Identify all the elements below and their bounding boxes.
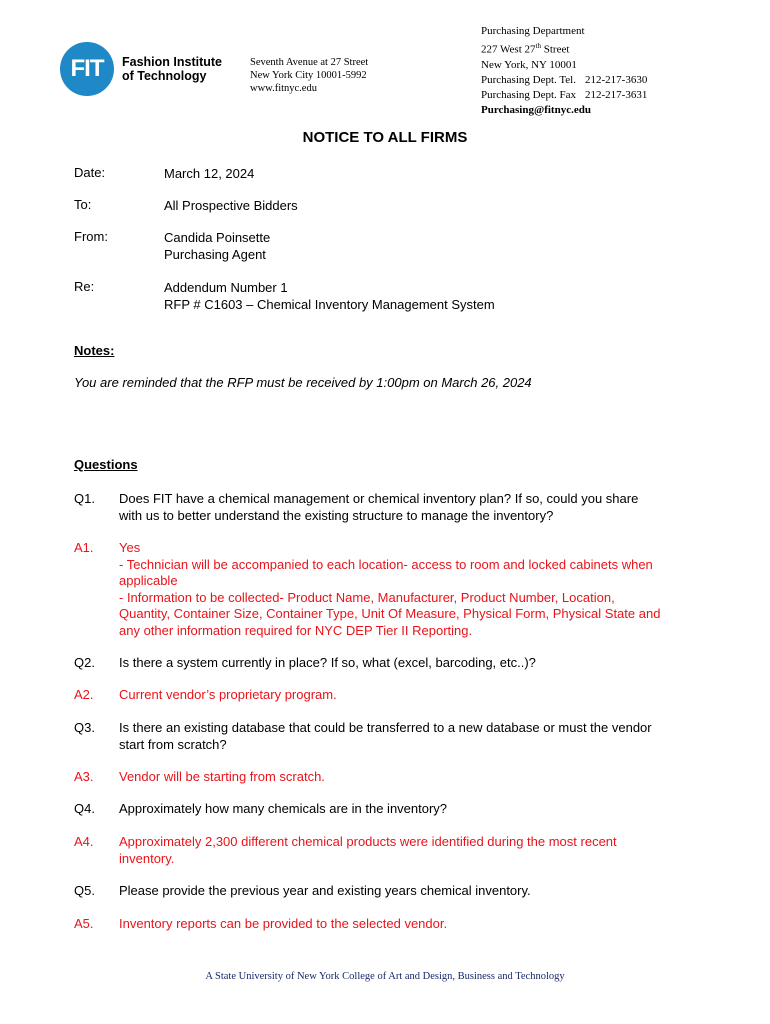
- notes-heading: Notes:: [74, 343, 115, 358]
- dept-tel: [481, 73, 647, 88]
- tel-label: Purchasing Dept. Tel.: [481, 73, 576, 86]
- dept-street: [481, 39, 647, 58]
- address-line1: Seventh Avenue at 27 Street: [250, 57, 369, 68]
- qa-line: start from scratch?: [119, 736, 227, 752]
- fax-value: 212-217-3631: [585, 88, 648, 101]
- notice-title: NOTICE TO ALL FIRMS: [302, 129, 468, 146]
- footer-tagline: A State University of New York College of Art and Design, Business and Technology: [205, 971, 565, 982]
- institute-address: [250, 56, 368, 95]
- questions-heading: Questions: [74, 457, 138, 472]
- qa-line: Is there a system currently in place? If so, what (excel, barcoding, etc..)?: [119, 655, 536, 670]
- qa-line: Approximately 2,300 different chemical products were identified during the most recent: [119, 834, 617, 849]
- qa-line: inventory.: [119, 850, 175, 866]
- qa-number: Q4.: [74, 801, 95, 816]
- website: www.fitnyc.edu: [250, 83, 317, 94]
- qa-number: A3.: [74, 769, 94, 784]
- street-name: Street: [540, 43, 570, 56]
- qa-line: Current vendor’s proprietary program.: [119, 687, 337, 702]
- qa-number: Q2.: [74, 655, 95, 670]
- from-label: From:: [74, 229, 108, 244]
- qa-number: A5.: [74, 916, 94, 931]
- address-line2: New York City 10001-5992: [250, 70, 367, 81]
- logo-text: FIT: [70, 55, 104, 82]
- institute-name: [122, 55, 222, 83]
- qa-line: Please provide the previous year and existing years chemical inventory.: [119, 883, 531, 898]
- re-label: Re:: [74, 279, 95, 294]
- re-value: [164, 279, 495, 313]
- fax-label: Purchasing Dept. Fax: [481, 88, 577, 101]
- from-name: Candida Poinsette: [164, 230, 271, 245]
- date-label: Date:: [74, 165, 106, 180]
- qa-text: [119, 769, 709, 786]
- notes-text: You are reminded that the RFP must be received by 1:00pm on March 26, 2024: [74, 375, 532, 390]
- date-value: March 12, 2024: [164, 166, 255, 181]
- department-contact: [481, 24, 647, 118]
- qa-text: [119, 916, 709, 933]
- from-title: Purchasing Agent: [164, 247, 266, 262]
- fit-logo: [60, 42, 114, 96]
- dept-fax: [481, 88, 647, 103]
- institute-name-line1: Fashion Institute: [122, 55, 222, 69]
- qa-number: Q3.: [74, 720, 95, 735]
- qa-text: [119, 655, 709, 672]
- qa-text: [119, 801, 709, 818]
- qa-text: [119, 834, 709, 867]
- qa-line: with us to better understand the existing structure to manage the inventory?: [119, 507, 554, 523]
- qa-line: Quantity, Container Size, Container Type, Unit Of Measure, Physical Form, Physical State and: [119, 606, 661, 621]
- qa-text: [119, 720, 709, 753]
- qa-text: [119, 687, 709, 704]
- dept-city: New York, NY 10001: [481, 58, 577, 71]
- qa-number: Q5.: [74, 883, 95, 898]
- qa-line: Inventory reports can be provided to the selected vendor.: [119, 916, 448, 931]
- institute-name-line2: of Technology: [122, 69, 207, 83]
- dept-title: Purchasing Department: [481, 25, 585, 37]
- qa-line: - Technician will be accompanied to each location- access to room and locked cabinets when: [119, 556, 653, 572]
- qa-line: Approximately how many chemicals are in the inventory?: [119, 801, 448, 816]
- qa-line: Yes: [119, 540, 141, 555]
- qa-text: [119, 491, 709, 524]
- qa-text: [119, 883, 709, 900]
- qa-number: A1.: [74, 540, 94, 555]
- street-suffix: th: [535, 42, 541, 50]
- qa-line: Vendor will be starting from scratch.: [119, 769, 325, 784]
- re-line2: RFP # C1603 – Chemical Inventory Management System: [164, 297, 495, 312]
- dept-email: Purchasing@fitnyc.edu: [481, 103, 591, 116]
- qa-line: applicable: [119, 573, 178, 588]
- qa-text: [119, 540, 709, 639]
- re-line1: Addendum Number 1: [164, 280, 288, 295]
- tel-value: 212-217-3630: [585, 73, 648, 86]
- qa-line: Does FIT have a chemical management or chemical inventory plan? If so, could you share: [119, 491, 639, 506]
- qa-number: A4.: [74, 834, 94, 849]
- to-value: All Prospective Bidders: [164, 198, 298, 213]
- qa-number: A2.: [74, 687, 94, 702]
- qa-line: - Information to be collected- Product Name, Manufacturer, Product Number, Location,: [119, 589, 615, 605]
- street-number: 227 West 27: [481, 43, 536, 56]
- qa-line: any other information required for NYC DEP Tier II Reporting.: [119, 622, 473, 638]
- qa-line: Is there an existing database that could be transferred to a new database or must the vendor: [119, 720, 652, 735]
- qa-number: Q1.: [74, 491, 95, 506]
- to-label: To:: [74, 197, 92, 212]
- from-value: [164, 229, 270, 263]
